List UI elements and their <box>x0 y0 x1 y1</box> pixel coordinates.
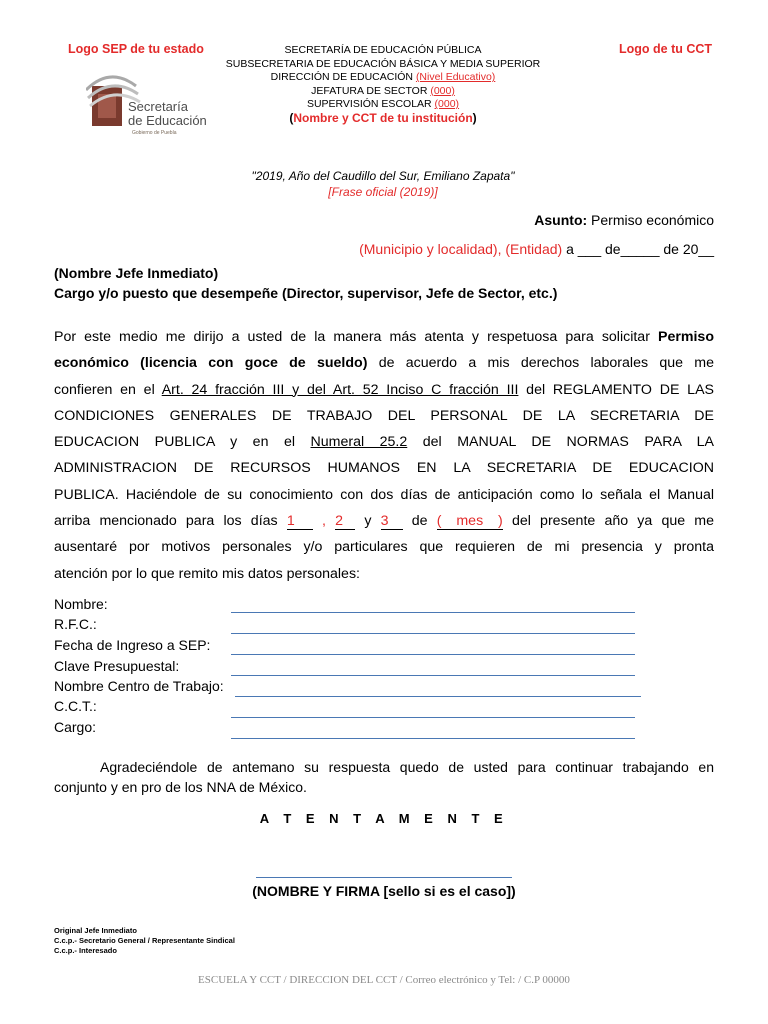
field-line-nombre[interactable] <box>231 612 635 613</box>
body-line-5: EDUCACION PUBLICA y en el Numeral 25.2 del MANUAL DE NORMAS PARA LA <box>54 434 714 451</box>
header-line-4: JEFATURA DE SECTOR (000) <box>311 84 455 97</box>
logo-text-gobierno: Gobierno de Puebla <box>132 130 177 136</box>
secretaria-logo <box>70 66 220 136</box>
atentamente: A T E N T A M E N T E <box>259 811 509 826</box>
body-line-7: PUBLICA. Haciéndole de su conocimiento con dos días de anticipación como lo señala el Manual <box>54 486 714 503</box>
field-label-centro-trabajo: Nombre Centro de Trabajo: <box>54 678 224 694</box>
body-line-4: CONDICIONES GENERALES DE TRABAJO DEL PERSONAL DE LA SECRETARIA DE <box>54 407 714 424</box>
field-label-cargo: Cargo: <box>54 719 97 735</box>
logo-text-secretaria: Secretaría <box>128 99 188 114</box>
recipient-name: (Nombre Jefe Inmediato) <box>54 265 219 281</box>
closing-paragraph <box>54 757 714 797</box>
logo-cct-label: Logo de tu CCT <box>619 42 713 56</box>
body-line-10: atención por lo que remito mis datos personales: <box>54 565 360 582</box>
field-line-fecha-ingreso[interactable] <box>231 654 635 655</box>
header-line-3: DIRECCIÓN DE EDUCACIÓN (Nivel Educativo) <box>270 71 496 84</box>
body-line-6: ADMINISTRACION DE RECURSOS HUMANOS EN LA SECRETARIA DE EDUCACION <box>54 460 714 477</box>
header-line-6: (Nombre y CCT de tu institución) <box>289 111 477 125</box>
subject-line: Asunto: Permiso económico <box>534 212 714 228</box>
field-line-cargo[interactable] <box>231 738 635 739</box>
recipient-position: Cargo y/o puesto que desempeñe (Director, supervisor, Jefe de Sector, etc.) <box>54 285 558 301</box>
body-line-9: ausentaré por motivos personales y/o particulares que requieren de mi presencia y pronta <box>54 539 714 556</box>
day-2-field[interactable]: 2 <box>335 513 355 530</box>
closing-line-1: Agradeciéndole de antemano su respuesta quedo de usted para continuar trabajando en <box>100 759 714 775</box>
logo-text-educacion: de Educación <box>128 113 207 128</box>
ccp-interesado: C.c.p.- Interesado <box>54 946 117 955</box>
header-line-5: SUPERVISIÓN ESCOLAR (000) <box>306 98 460 111</box>
body-line-2: económico (licencia con goce de sueldo) de acuerdo a mis derechos laborales que me <box>54 355 715 372</box>
date-line: (Municipio y localidad), (Entidad) a ___ de_____ de 20__ <box>359 241 714 257</box>
day-1-field[interactable]: 1 <box>287 513 313 530</box>
field-line-clave[interactable] <box>231 675 635 676</box>
logo-sep-label: Logo SEP de tu estado <box>68 42 204 56</box>
header-line-2: SUBSECRETARIA DE EDUCACIÓN BÁSICA Y MEDIA SUPERIOR <box>225 57 541 70</box>
closing-line-2: conjunto y en pro de los NNA de México. <box>54 779 307 795</box>
ccp-secretario: C.c.p.- Secretario General / Representante Sindical <box>54 936 235 945</box>
field-line-cct[interactable] <box>231 717 635 718</box>
field-label-fecha-ingreso: Fecha de Ingreso a SEP: <box>54 637 211 653</box>
ccp-original: Original Jefe Inmediato <box>54 926 137 935</box>
field-label-nombre: Nombre: <box>54 596 108 612</box>
signature-name: (NOMBRE Y FIRMA [sello si es el caso]) <box>252 883 516 899</box>
signature-line[interactable] <box>256 877 512 878</box>
body-line-8: arriba mencionado para los días 1 , 2 y 3 de ( mes ) del presente año ya que me <box>54 513 715 530</box>
motto-line: "2019, Año del Caudillo del Sur, Emiliano Zapata" <box>251 169 515 183</box>
field-line-centro-trabajo[interactable] <box>235 696 641 697</box>
footer-address: ESCUELA Y CCT / DIRECCION DEL CCT / Correo electrónico y Tel: / C.P 00000 <box>198 974 570 986</box>
header-line-1: SECRETARÍA DE EDUCACIÓN PÚBLICA <box>284 44 482 56</box>
body-line-1: Por este medio me dirijo a usted de la manera más atenta y respetuosa para solicitar Permiso <box>54 329 714 345</box>
field-label-cct: C.C.T.: <box>54 698 97 714</box>
month-field[interactable]: ( mes ) <box>436 513 503 530</box>
body-paragraph <box>54 324 714 587</box>
field-label-clave: Clave Presupuestal: <box>54 658 180 674</box>
motto-placeholder: [Frase oficial (2019)] <box>328 185 438 199</box>
field-label-rfc: R.F.C.: <box>54 616 97 632</box>
body-line-3: confieren en el Art. 24 fracción III y del Art. 52 Inciso C fracción III del REGLAMENTO DE LAS <box>54 381 714 398</box>
day-3-field[interactable]: 3 <box>381 513 403 530</box>
field-line-rfc[interactable] <box>231 633 635 634</box>
